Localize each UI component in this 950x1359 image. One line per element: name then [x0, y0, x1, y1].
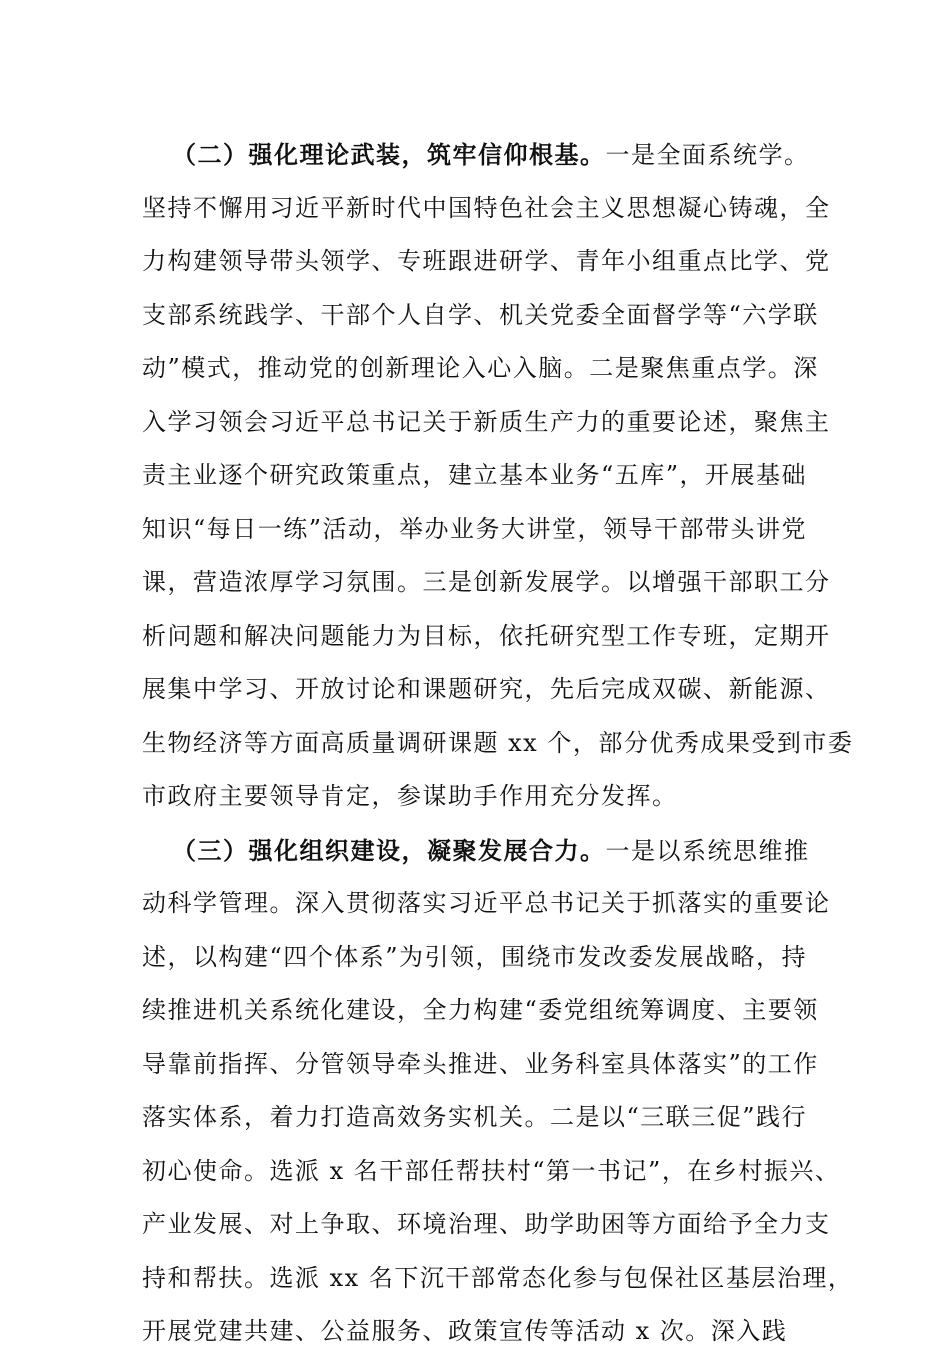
paragraph-text: 一是以系统思维推 [605, 836, 810, 865]
paragraph-line: 析问题和解决问题能力为目标，依托研究型工作专班，定期开 [142, 621, 831, 650]
paragraph-line: 生物经济等方面高质量调研课题 xx 个，部分优秀成果受到市委 [142, 728, 854, 757]
section-heading-2: （二）强化理论武装，筑牢信仰根基。 [172, 140, 606, 169]
paragraph-line: 动”模式，推动党的创新理论入心入脑。二是聚焦重点学。深 [142, 354, 819, 382]
paragraph-2-line-1 [172, 128, 832, 182]
paragraph-line: 续推进机关系统化建设，全力构建“委党组统筹调度、主要领 [142, 996, 819, 1024]
paragraph-line: 持和帮扶。选派 xx 名下沉干部常态化参与包保社区基层治理， [142, 1263, 854, 1292]
paragraph-line: 支部系统践学、干部个人自学、机关党委全面督学等“六学联 [142, 300, 819, 329]
paragraph-line: 市政府主要领导肯定，参谋助手作用充分发挥。 [142, 782, 678, 810]
paragraph-line: 坚持不懈用习近平新时代中国特色社会主义思想凝心铸魂，全 [142, 193, 831, 222]
paragraph-line: 知识“每日一练”活动，举办业务大讲堂，领导干部带头讲党 [142, 514, 808, 543]
paragraph-line: 述，以构建“四个体系”为引领，围绕市发改委发展战略，持 [142, 942, 808, 971]
paragraph-line: 课，营造浓厚学习氛围。三是创新发展学。以增强干部职工分 [142, 568, 831, 596]
section-heading-3: （三）强化组织建设，凝聚发展合力。 [172, 835, 606, 865]
paragraph-line: 入学习领会习近平总书记关于新质生产力的重要论述，聚焦主 [142, 407, 831, 436]
document-body [142, 128, 854, 1359]
paragraph-line: 动科学管理。深入贯彻落实习近平总书记关于抓落实的重要论 [142, 889, 831, 917]
paragraph-text: 一是全面系统学。 [605, 141, 810, 169]
paragraph-3-line-1 [172, 824, 832, 878]
paragraph-line: 初心使命。选派 x 名干部任帮扶村“第一书记”，在乡村振兴、 [142, 1156, 841, 1185]
paragraph-line: 力构建领导带头领学、专班跟进研学、青年小组重点比学、党 [142, 247, 831, 275]
paragraph-line: 产业发展、对上争取、环境治理、助学助困等方面给予全力支 [142, 1210, 831, 1238]
paragraph-line: 导靠前指挥、分管领导牵头推进、业务科室具体落实”的工作 [142, 1049, 819, 1078]
paragraph-line: 开展党建共建、公益服务、政策宣传等活动 x 次。深入践 [142, 1317, 788, 1345]
paragraph-line: 责主业逐个研究政策重点，建立基本业务“五库”，开展基础 [142, 461, 808, 489]
paragraph-line: 落实体系，着力打造高效务实机关。二是以“三联三促”践行 [142, 1103, 808, 1131]
paragraph-line: 展集中学习、开放讨论和课题研究，先后完成双碳、新能源、 [142, 675, 831, 703]
